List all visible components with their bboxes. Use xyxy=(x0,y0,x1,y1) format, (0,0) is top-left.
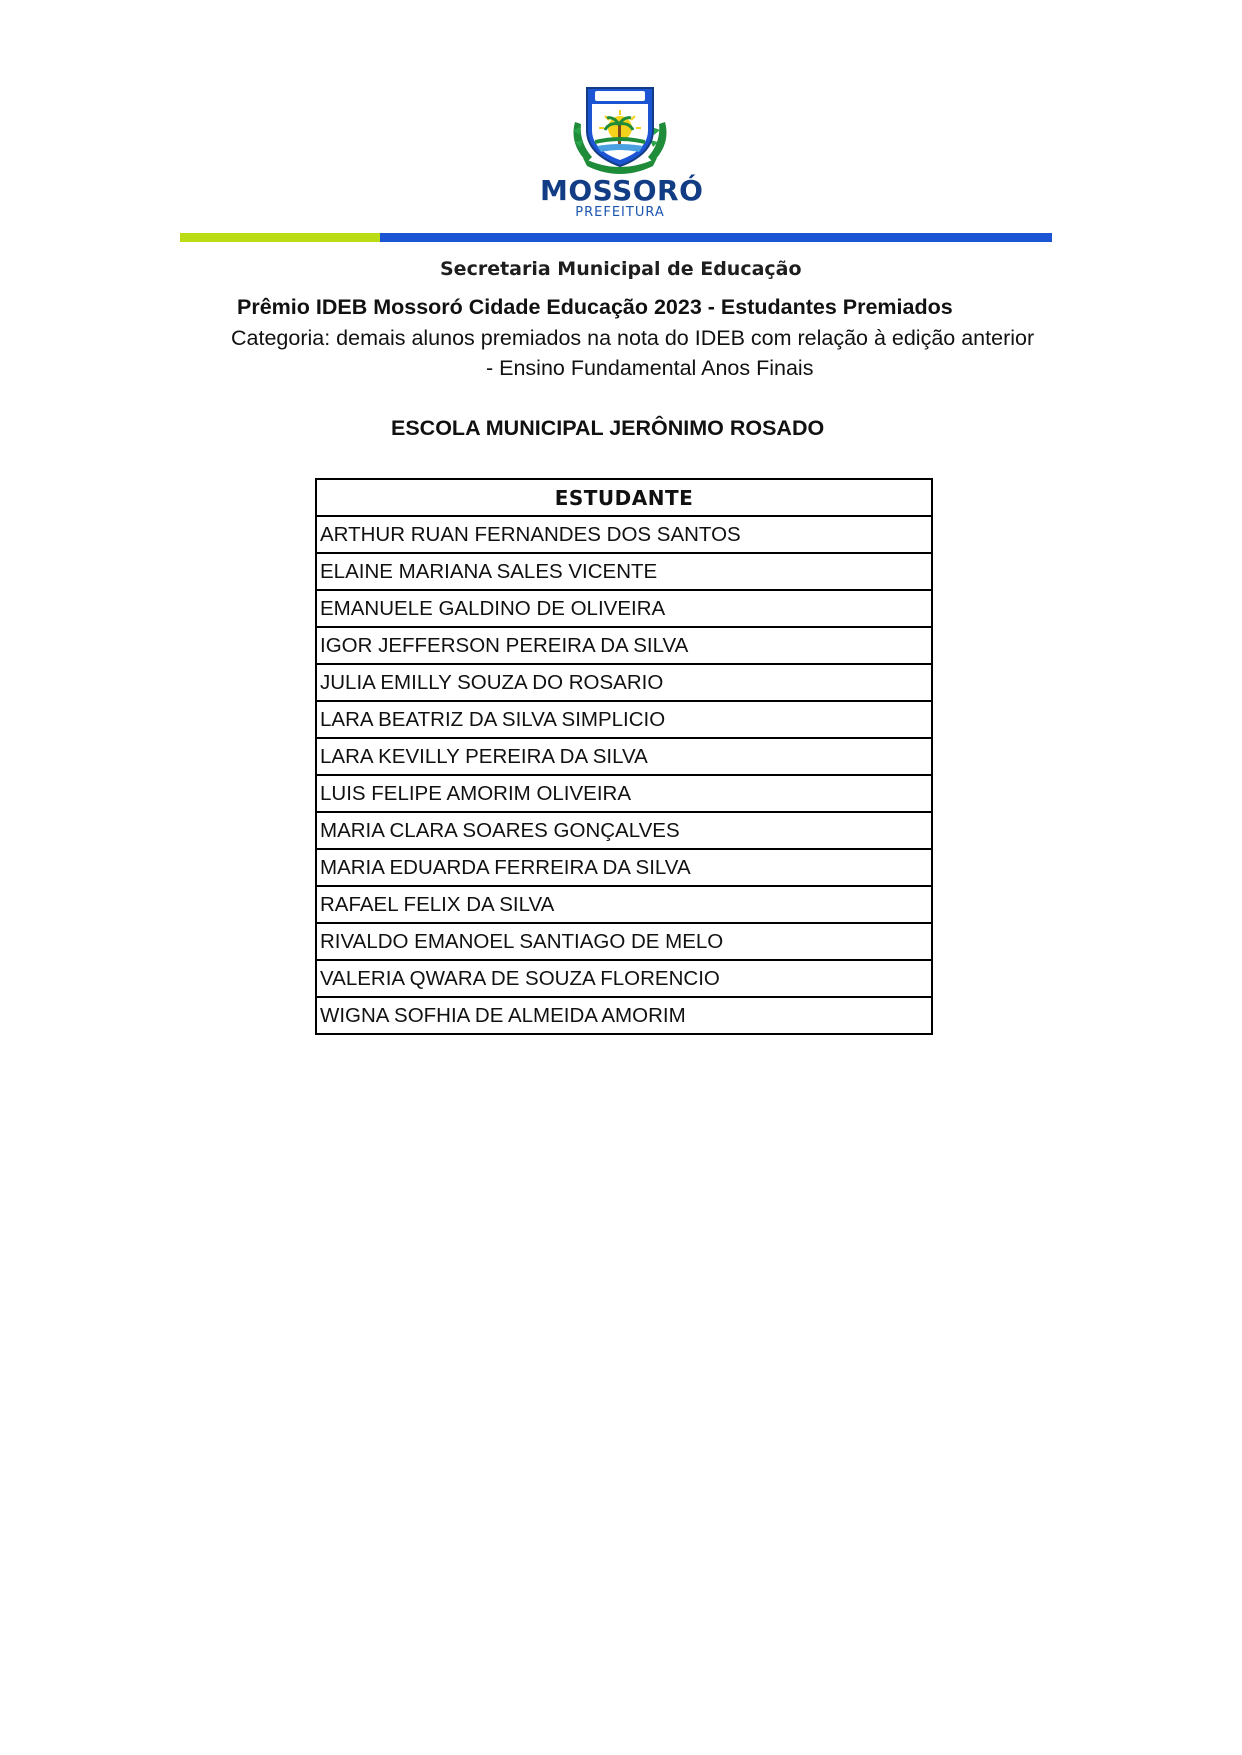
student-name: RAFAEL FELIX DA SILVA xyxy=(316,886,932,923)
student-name: LARA BEATRIZ DA SILVA SIMPLICIO xyxy=(316,701,932,738)
mossoro-logo xyxy=(540,82,704,222)
category-line-2: - Ensino Fundamental Anos Finais xyxy=(486,356,814,380)
student-name: JULIA EMILLY SOUZA DO ROSARIO xyxy=(316,664,932,701)
student-name: RIVALDO EMANOEL SANTIAGO DE MELO xyxy=(316,923,932,960)
student-name: ARTHUR RUAN FERNANDES DOS SANTOS xyxy=(316,516,932,553)
logo-wordmark: MOSSORÓ xyxy=(540,174,704,207)
document-title: Prêmio IDEB Mossoró Cidade Educação 2023 - Estudantes Premiados xyxy=(237,295,953,319)
table-row xyxy=(316,738,932,775)
table-row xyxy=(316,886,932,923)
mossoro-coat-of-arms-icon xyxy=(565,82,675,174)
table-row xyxy=(316,627,932,664)
table-row xyxy=(316,812,932,849)
student-name: MARIA EDUARDA FERREIRA DA SILVA xyxy=(316,849,932,886)
student-name: WIGNA SOFHIA DE ALMEIDA AMORIM xyxy=(316,997,932,1034)
student-name: EMANUELE GALDINO DE OLIVEIRA xyxy=(316,590,932,627)
table-row xyxy=(316,960,932,997)
table-row xyxy=(316,923,932,960)
table-row xyxy=(316,664,932,701)
student-name: ELAINE MARIANA SALES VICENTE xyxy=(316,553,932,590)
table-row xyxy=(316,516,932,553)
table-row xyxy=(316,849,932,886)
table-row xyxy=(316,775,932,812)
student-name: LARA KEVILLY PEREIRA DA SILVA xyxy=(316,738,932,775)
school-name: ESCOLA MUNICIPAL JERÔNIMO ROSADO xyxy=(391,416,825,440)
logo-subtitle: PREFEITURA xyxy=(575,205,665,220)
table-row xyxy=(316,701,932,738)
category-line-1: Categoria: demais alunos premiados na nota do IDEB com relação à edição anterior xyxy=(231,326,1035,350)
student-name: VALERIA QWARA DE SOUZA FLORENCIO xyxy=(316,960,932,997)
student-name: IGOR JEFFERSON PEREIRA DA SILVA xyxy=(316,627,932,664)
header-accent-bar-green xyxy=(180,233,380,242)
table-row xyxy=(316,997,932,1034)
column-header-estudante: ESTUDANTE xyxy=(316,479,932,516)
students-table xyxy=(315,478,933,1035)
header-accent-bar-blue xyxy=(380,233,1052,242)
secretaria-heading: Secretaria Municipal de Educação xyxy=(440,258,802,280)
table-header-row xyxy=(316,479,932,516)
table-row xyxy=(316,590,932,627)
student-name: MARIA CLARA SOARES GONÇALVES xyxy=(316,812,932,849)
table-row xyxy=(316,553,932,590)
student-name: LUIS FELIPE AMORIM OLIVEIRA xyxy=(316,775,932,812)
